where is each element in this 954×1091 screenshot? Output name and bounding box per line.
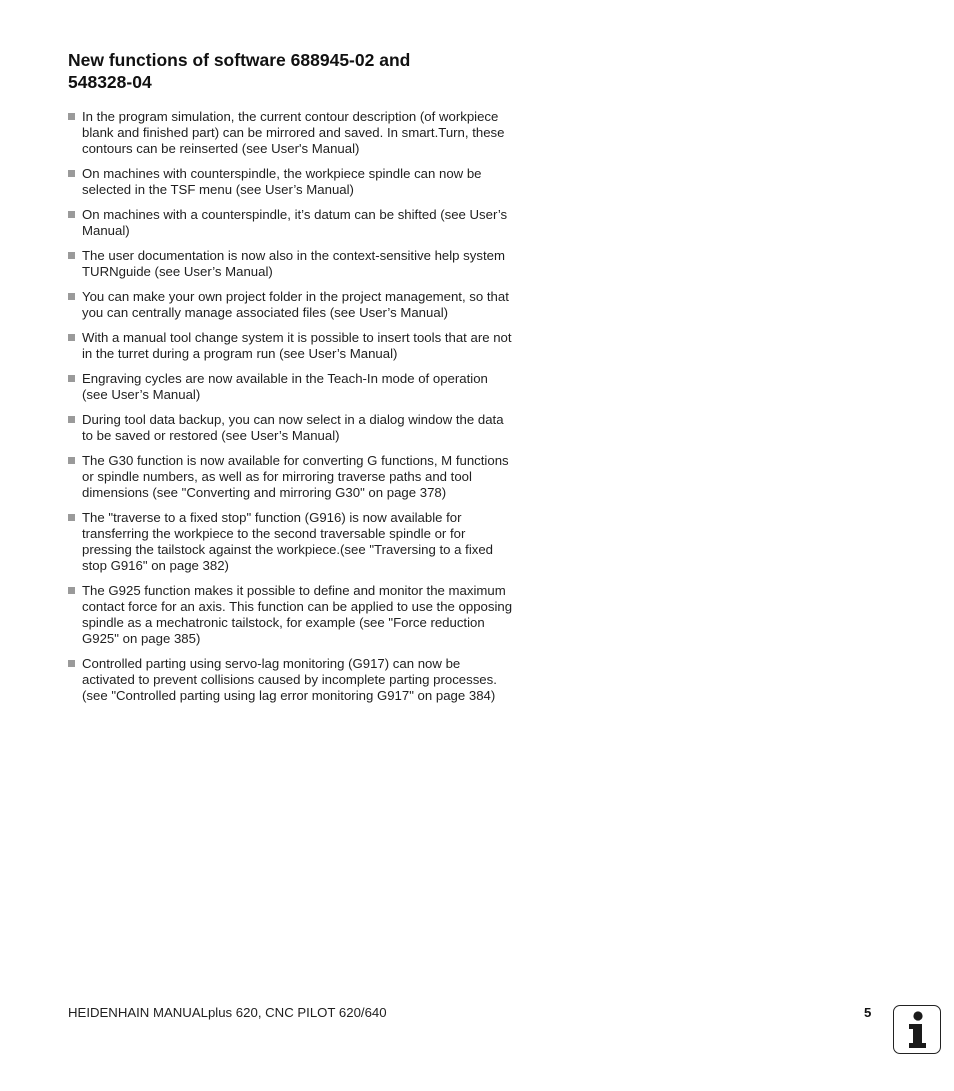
list-item xyxy=(68,330,513,362)
heading-line-2: 548328-04 xyxy=(68,72,152,92)
list-item xyxy=(68,510,513,574)
list-item xyxy=(68,412,513,444)
heading-line-1: New functions of software 688945-02 and xyxy=(68,50,411,70)
bullet-square-icon xyxy=(68,375,75,382)
list-item xyxy=(68,166,513,198)
bullet-square-icon xyxy=(68,660,75,667)
bullet-square-icon xyxy=(68,334,75,341)
info-icon xyxy=(893,1005,941,1054)
list-item xyxy=(68,453,513,501)
list-item xyxy=(68,248,513,280)
bullet-square-icon xyxy=(68,587,75,594)
list-item-text: You can make your own project folder in the project management, so that you can centrally manage associated files (see User’s Manual) xyxy=(82,289,509,320)
list-item-text: In the program simulation, the current contour description (of workpiece blank and finished part) can be mirrored and saved. In smart.Turn, these contours can be reinserted (see User's Manual) xyxy=(82,109,505,156)
bullet-square-icon xyxy=(68,514,75,521)
bullet-square-icon xyxy=(68,252,75,259)
page-number: 5 xyxy=(864,1005,872,1020)
bullet-square-icon xyxy=(68,113,75,120)
list-item xyxy=(68,371,513,403)
list-item xyxy=(68,109,513,157)
list-item-text: During tool data backup, you can now select in a dialog window the data to be saved or restored (see User’s Manual) xyxy=(82,412,504,443)
list-item-text: On machines with counterspindle, the workpiece spindle can now be selected in the TSF menu (see User’s Manual) xyxy=(82,166,482,197)
list-item-text: With a manual tool change system it is possible to insert tools that are not in the turret during a program run (see User’s Manual) xyxy=(82,330,512,361)
bullet-square-icon xyxy=(68,416,75,423)
list-item-text: The G30 function is now available for converting G functions, M functions or spindle numbers, as well as for mirroring traverse paths and tool dimensions (see "Converting and mirroring G30" on page 378) xyxy=(82,453,509,500)
list-item xyxy=(68,583,513,647)
page-heading xyxy=(68,49,528,93)
list-item-text: Controlled parting using servo-lag monitoring (G917) can now be activated to prevent collisions caused by incomplete parting processes.(see "Controlled parting using lag error monitoring G917" on page 384) xyxy=(82,656,497,703)
list-item-text: The "traverse to a fixed stop" function (G916) is now available for transferring the workpiece to the second traversable spindle or for pressing the tailstock against the workpiece.(see "Traversing to a fixed stop G916" on page 382) xyxy=(82,510,494,573)
list-item-text: The user documentation is now also in the context-sensitive help system TURNguide (see User’s Manual) xyxy=(82,248,505,279)
footer-product-name: HEIDENHAIN MANUALplus 620, CNC PILOT 620/640 xyxy=(68,1005,387,1020)
bullet-square-icon xyxy=(68,170,75,177)
list-item-text: The G925 function makes it possible to define and monitor the maximum contact force for an axis. This function can be applied to use the opposing spindle as a mechatronic tailstock, for example (see "Force reduction G925" on page 385) xyxy=(82,583,513,646)
bullet-square-icon xyxy=(68,211,75,218)
list-item xyxy=(68,656,513,704)
feature-list xyxy=(68,109,513,713)
bullet-square-icon xyxy=(68,293,75,300)
list-item xyxy=(68,289,513,321)
list-item xyxy=(68,207,513,239)
bullet-square-icon xyxy=(68,457,75,464)
list-item-text: Engraving cycles are now available in the Teach-In mode of operation (see User’s Manual) xyxy=(82,371,488,402)
list-item-text: On machines with a counterspindle, it’s datum can be shifted (see User’s Manual) xyxy=(82,207,508,238)
